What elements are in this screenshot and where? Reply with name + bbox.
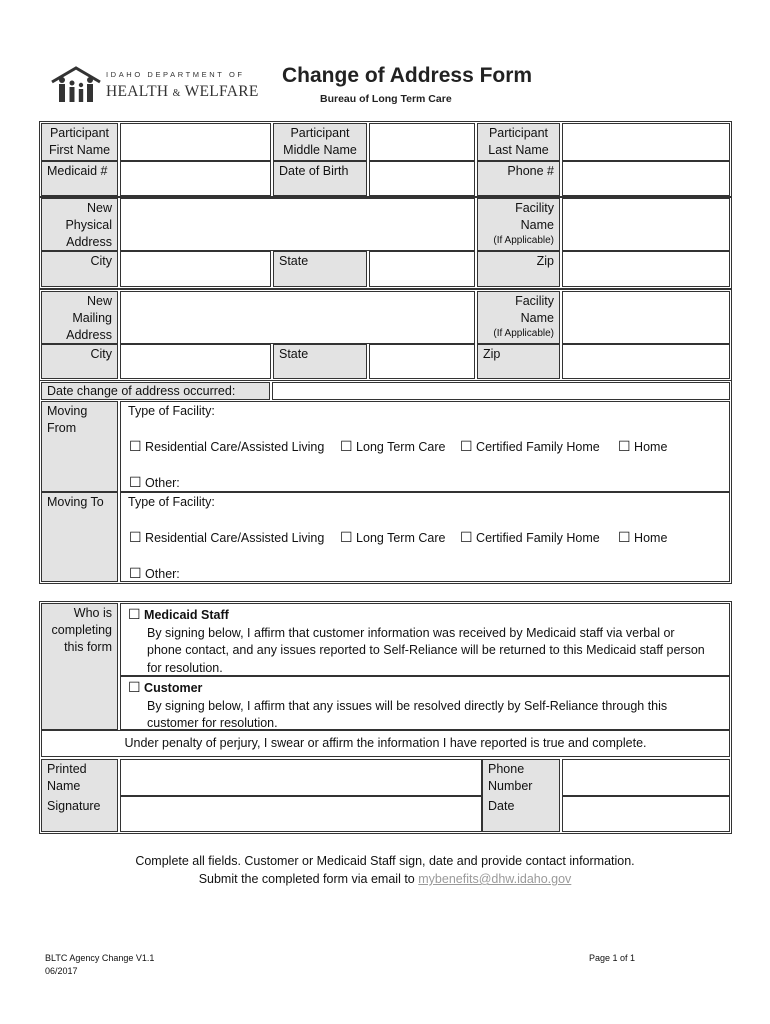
physical-city-field[interactable] — [120, 251, 271, 287]
signature-phone-field[interactable] — [562, 759, 730, 796]
physical-address-label: New Physical Address — [41, 198, 118, 251]
first-name-field[interactable] — [120, 123, 271, 161]
mailing-zip-field[interactable] — [562, 344, 730, 379]
page-number: Page 1 of 1 — [589, 953, 636, 963]
phone-label: Phone # — [477, 161, 560, 196]
first-name-label: Participant First Name — [41, 123, 118, 161]
family-icon — [50, 66, 102, 104]
checkbox-icon[interactable]: ☐ — [618, 529, 631, 545]
form-date: 06/2017 — [45, 966, 78, 976]
moving-from-opt-cfh[interactable]: ☐ Certified Family Home — [460, 438, 600, 454]
moving-to-opt-residential[interactable]: ☐ Residential Care/Assisted Living — [129, 529, 325, 545]
printed-name-label: Printed Name Signature — [41, 759, 118, 832]
moving-to-opt-cfh[interactable]: ☐ Certified Family Home — [460, 529, 600, 545]
moving-from-label: Moving From — [41, 401, 118, 492]
moving-to-opt-ltc[interactable]: ☐ Long Term Care — [340, 529, 446, 545]
phone-number-label: Phone Number Date — [482, 759, 560, 832]
physical-facility-label: Facility Name (If Applicable) — [477, 198, 560, 251]
mailing-city-label: City — [41, 344, 118, 379]
last-name-field[interactable] — [562, 123, 730, 161]
mailing-facility-field[interactable] — [562, 291, 730, 344]
idhw-logo — [50, 66, 260, 106]
checkbox-icon[interactable]: ☐ — [340, 438, 353, 454]
checkbox-icon[interactable]: ☐ — [618, 438, 631, 454]
mailing-state-label: State — [273, 344, 367, 379]
signature-field[interactable] — [120, 796, 482, 832]
checkbox-icon[interactable]: ☐ — [460, 438, 473, 454]
who-label: Who is completing this form — [41, 603, 118, 730]
checkbox-icon[interactable]: ☐ — [129, 565, 142, 581]
mailing-facility-label: Facility Name (If Applicable) — [477, 291, 560, 344]
form-version — [45, 952, 154, 978]
checkbox-icon[interactable]: ☐ — [129, 529, 142, 545]
mailing-state-field[interactable] — [369, 344, 475, 379]
medicaid-label: Medicaid # — [41, 161, 118, 196]
checkbox-icon[interactable]: ☐ — [128, 679, 141, 695]
checkbox-icon[interactable]: ☐ — [129, 474, 142, 490]
checkbox-icon[interactable]: ☐ — [128, 606, 141, 622]
mailing-address-label: New Mailing Address — [41, 291, 118, 344]
checkbox-icon[interactable]: ☐ — [129, 438, 142, 454]
date-change-field[interactable] — [272, 382, 730, 400]
dob-field[interactable] — [369, 161, 475, 196]
moving-to-label: Moving To — [41, 492, 118, 582]
moving-from-opt-home[interactable]: ☐ Home — [618, 438, 668, 454]
checkbox-icon[interactable]: ☐ — [460, 529, 473, 545]
instructions-line-1: Complete all fields. Customer or Medicaid Staff sign, date and provide contact information. — [135, 854, 635, 868]
middle-name-field[interactable] — [369, 123, 475, 161]
physical-zip-label: Zip — [477, 251, 560, 287]
dob-label: Date of Birth — [273, 161, 367, 196]
moving-to-options — [120, 492, 730, 582]
physical-address-field[interactable] — [120, 198, 475, 251]
last-name-label: Participant Last Name — [477, 123, 560, 161]
email-link[interactable]: mybenefits@dhw.idaho.gov — [418, 872, 572, 886]
printed-name-field[interactable] — [120, 759, 482, 796]
middle-name-label: Participant Middle Name — [273, 123, 367, 161]
customer-option[interactable]: ☐ Customer By signing below, I affirm that any issues will be resolved directly by Self-Reliance through this customer for resolution. — [120, 676, 730, 730]
mailing-zip-label: Zip — [477, 344, 560, 379]
logo-health: HEALTH — [106, 83, 169, 100]
moving-from-other-field[interactable] — [183, 478, 671, 492]
moving-to-opt-home[interactable]: ☐ Home — [618, 529, 668, 545]
physical-state-label: State — [273, 251, 367, 287]
logo-amp: & — [172, 88, 181, 99]
instructions-line-2: Submit the completed form via email to mybenefits@dhw.idaho.gov — [198, 872, 572, 886]
physical-facility-field[interactable] — [562, 198, 730, 251]
physical-city-label: City — [41, 251, 118, 287]
form-subtitle: Bureau of Long Term Care — [320, 93, 452, 105]
phone-field[interactable] — [562, 161, 730, 196]
physical-state-field[interactable] — [369, 251, 475, 287]
checkbox-icon[interactable]: ☐ — [340, 529, 353, 545]
moving-to-other-field[interactable] — [183, 569, 671, 582]
moving-from-type-label: Type of Facility: — [128, 404, 215, 418]
physical-zip-field[interactable] — [562, 251, 730, 287]
mailing-city-field[interactable] — [120, 344, 271, 379]
penalty-statement: Under penalty of perjury, I swear or affirm the information I have reported is true and complete. — [41, 730, 730, 757]
logo-welfare: WELFARE — [184, 83, 259, 100]
moving-to-opt-other[interactable]: ☐ Other: — [129, 565, 671, 582]
moving-to-type-label: Type of Facility: — [128, 495, 215, 509]
mailing-address-field[interactable] — [120, 291, 475, 344]
medicaid-field[interactable] — [120, 161, 271, 196]
logo-line-1: IDAHO DEPARTMENT OF — [106, 70, 245, 79]
moving-from-opt-ltc[interactable]: ☐ Long Term Care — [340, 438, 446, 454]
form-id: BLTC Agency Change V1.1 — [45, 953, 155, 963]
medicaid-staff-option[interactable]: ☐ Medicaid Staff By signing below, I affirm that customer information was received by Medicaid staff via verbal or phone contact, and any issues reported to Self-Reliance will be returned to this Medicaid staff person for resolution. — [120, 603, 730, 676]
logo-line-2 — [106, 83, 259, 101]
moving-from-opt-other[interactable]: ☐ Other: — [129, 474, 671, 492]
signature-date-field[interactable] — [562, 796, 730, 832]
moving-from-options — [120, 401, 730, 492]
form-title: Change of Address Form — [282, 64, 533, 87]
moving-from-opt-residential[interactable]: ☐ Residential Care/Assisted Living — [129, 438, 325, 454]
date-change-label: Date change of address occurred: — [41, 382, 270, 400]
